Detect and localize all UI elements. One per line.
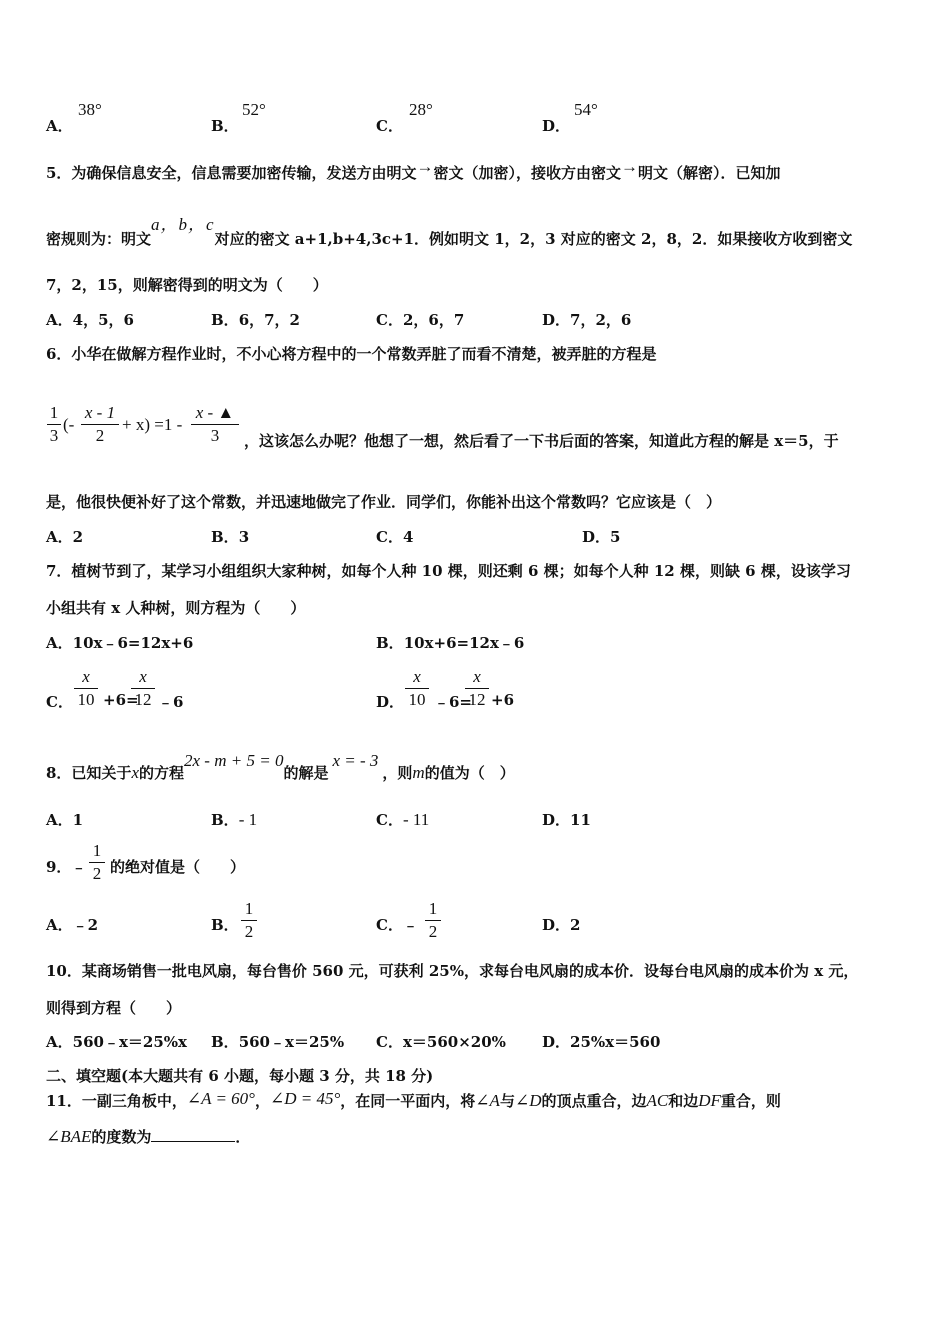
q7-option-a: A．10x﹣6=12x+6 (46, 634, 194, 652)
q8-option-a: A．1 (46, 811, 84, 829)
q6-line2: ，这该怎么办呢？他想了一想，然后看了一下书后面的答案，知道此方程的解是 x＝5，于 (244, 432, 839, 450)
q6-option-c: C．4 (376, 528, 414, 546)
q8-option-b: B．- 1 (211, 810, 258, 829)
section-heading: 二、填空题(本大题共有 6 小题，每小题 3 分，共 18 分) (46, 1067, 434, 1085)
q7-option-b: B．10x+6=12x﹣6 (376, 634, 525, 652)
q9-option-a: A．﹣2 (46, 916, 99, 934)
arrow-icon: → (416, 157, 434, 176)
q7-line1: 7．植树节到了，某学习小组组织大家种树，如每个人种 10 棵，则还剩 6 棵；如每个人种 12 棵，则缺 6 棵，设该学习 (46, 562, 851, 580)
q4-option-c: C． (376, 117, 403, 135)
q11-line1: 11．一副三角板中，∠A = 60°，∠D = 45°，在同一平面内，将∠A与∠D的顶点重合，边AC和边DF重合，则 (46, 1089, 781, 1110)
q10-option-d: D．25%x＝560 (542, 1033, 661, 1051)
q4-option-b-value: 52° (242, 100, 266, 119)
q6-line3: 是，他很快便补好了这个常数，并迅速地做完了作业．同学们，你能补出这个常数吗？它应该是（ ） (46, 493, 722, 511)
q4-option-a-value: 38° (78, 100, 102, 119)
q5-option-b: B．6，7，2 (211, 311, 300, 329)
q10-line1: 10．某商场销售一批电风扇，每台售价 560 元，可获利 25%，求每台电风扇的成本价．设每台电风扇的成本价为 x 元， (46, 962, 859, 980)
q10-option-c: C．x＝560×20% (376, 1033, 506, 1051)
q8-option-c: C．- 11 (376, 810, 430, 829)
q6-option-b: B．3 (211, 528, 250, 546)
q5-line1: 5．为确保信息安全，信息需要加密传输，发送方由明文→密文（加密），接收方由密文→明文（解密）．已知加 (46, 157, 781, 182)
q5-option-c: C．2，6，7 (376, 311, 465, 329)
arrow-icon: → (620, 157, 638, 176)
answer-blank[interactable] (151, 1127, 235, 1142)
q4-option-d-value: 54° (574, 100, 598, 119)
q4-option-d: D． (542, 117, 571, 135)
q5-line3: 7，2，15，则解密得到的明文为（ ） (46, 276, 328, 294)
q10-option-b: B．560﹣x＝25% (211, 1033, 345, 1051)
q8-option-d: D．11 (542, 811, 591, 829)
q4-option-a: A． (46, 117, 73, 135)
q6-option-d: D．5 (582, 528, 621, 546)
q10-line2: 则得到方程（ ） (46, 999, 182, 1017)
q5-option-d: D．7，2，6 (542, 311, 632, 329)
q5-line2: 密规则为：明文a，b，c对应的密文 a+1,b+4,3c+1．例如明文 1，2，3 对应的密文 2，8，2．如果接收方收到密文 (46, 215, 853, 248)
q7-line2: 小组共有 x 人种树，则方程为（ ） (46, 599, 306, 617)
q10-option-a: A．560﹣x＝25%x (46, 1033, 187, 1051)
q6-line1: 6．小华在做解方程作业时，不小心将方程中的一个常数弄脏了而看不清楚，被弄脏的方程是 (46, 345, 657, 363)
q9-option-d: D．2 (542, 916, 581, 934)
q4-option-c-value: 28° (409, 100, 433, 119)
q8-question: 8．已知关于x的方程2x - m + 5 = 0的解是x = - 3，则m的值为（ ） (46, 751, 515, 782)
q4-option-b: B． (211, 117, 239, 135)
q5-option-a: A．4，5，6 (46, 311, 134, 329)
q11-line2: ∠BAE的度数为 ． (46, 1127, 251, 1146)
q6-option-a: A．2 (46, 528, 84, 546)
